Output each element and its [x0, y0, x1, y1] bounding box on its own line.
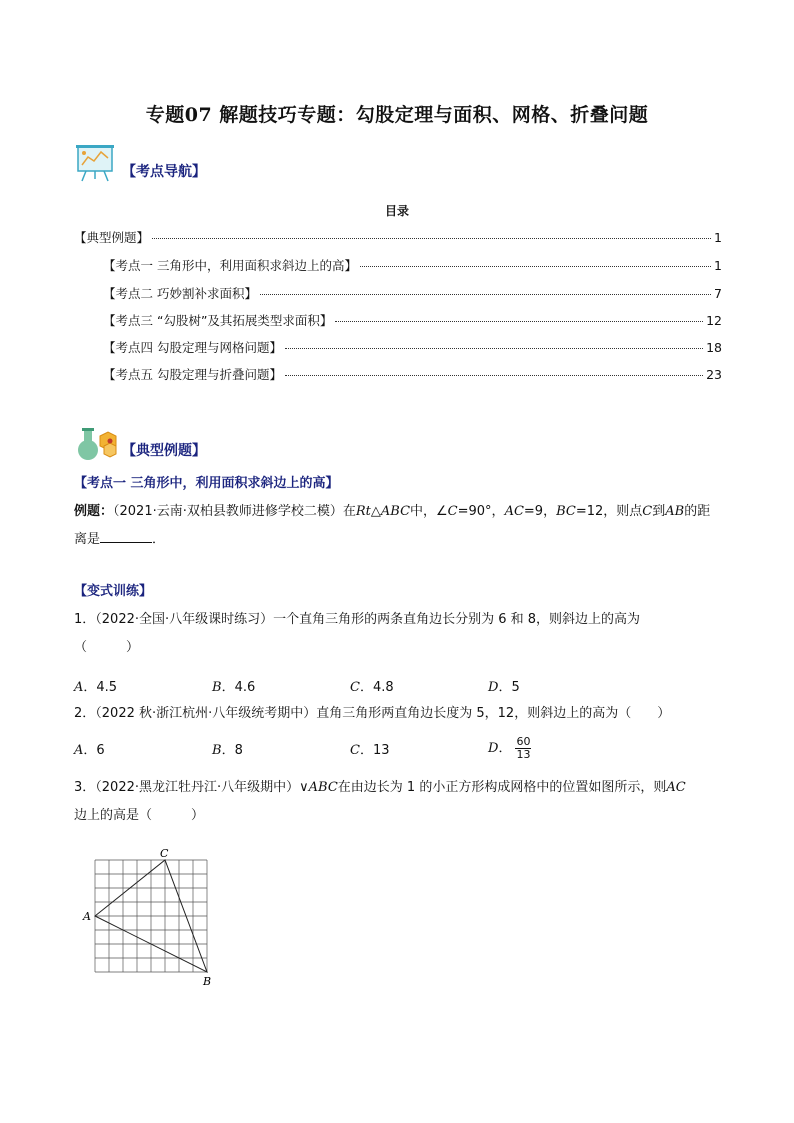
examples-section-header	[74, 422, 206, 462]
toc-page: 1	[714, 230, 722, 245]
q2-text: 2．（2022 秋·浙江杭州·八年级统考期中）直角三角形两直角边长度为 5，12，则斜边上的高为（ ）	[74, 706, 671, 721]
page-title: 专题07 解题技巧专题：勾股定理与面积、网格、折叠问题	[145, 104, 649, 126]
example-text: =9，	[523, 504, 557, 519]
example-text: =12，则点	[575, 504, 643, 519]
math-c: C	[642, 504, 653, 519]
math-ac: AC	[666, 780, 686, 795]
math-triangle: ∨ABC	[299, 780, 338, 795]
q3-line1	[74, 776, 734, 800]
fraction	[515, 736, 531, 761]
variant-heading: 【变式训练】	[74, 584, 153, 599]
toc-label: 【考点五 勾股定理与折叠问题】	[103, 367, 282, 382]
example-source: （2021·云南·双柏县教师进修学校二模）在	[113, 504, 356, 519]
option-value: ．4.6	[221, 680, 256, 695]
example-text: 中，∠	[410, 504, 448, 519]
vertex-label-c: C	[160, 848, 169, 860]
topic1-heading: 【考点一 三角形中，利用面积求斜边上的高】	[74, 476, 339, 491]
toc-page: 18	[706, 340, 722, 355]
q3-line2: 边上的高是（ ）	[74, 808, 205, 823]
toc-label: 【典型例题】	[74, 230, 150, 245]
grid-triangle-figure	[82, 848, 222, 990]
toc-row[interactable]	[103, 256, 722, 274]
toc-label: 【考点三 “勾股树”及其拓展类型求面积】	[103, 313, 333, 328]
example-text: =90°，	[457, 504, 505, 519]
example-prefix: 例题：	[74, 504, 114, 519]
example-line2	[74, 528, 165, 552]
toc-label: 【考点一 三角形中，利用面积求斜边上的高】	[103, 258, 357, 273]
toc-leader	[152, 238, 711, 239]
option-letter: C	[350, 680, 360, 695]
fraction-denominator: 13	[516, 748, 531, 761]
option-letter: A	[74, 743, 84, 758]
toc-page: 12	[706, 313, 722, 328]
toc-leader	[335, 321, 703, 322]
option-value: ．	[498, 741, 512, 756]
option-letter: C	[350, 743, 360, 758]
presentation-board-icon	[74, 143, 118, 183]
option-value: ．6	[83, 743, 105, 758]
answer-blank[interactable]	[100, 528, 152, 543]
toc-title: 目录	[384, 204, 409, 218]
vertex-label-a: A	[83, 910, 91, 923]
q3-text: 3．（2022·黑龙江牡丹江·八年级期中）	[74, 780, 300, 795]
q2-option-d[interactable]	[488, 736, 626, 761]
example-line1	[74, 500, 724, 524]
toc-leader	[360, 266, 711, 267]
nav-heading: 【考点导航】	[122, 164, 206, 180]
q1-option-c[interactable]	[350, 676, 488, 695]
q1-option-d[interactable]	[488, 676, 626, 695]
toc-leader	[285, 348, 703, 349]
toc-row[interactable]	[103, 311, 722, 329]
math-rt-abc: Rt△ABC	[355, 504, 411, 519]
q1-options	[74, 676, 626, 695]
option-letter: A	[74, 680, 84, 695]
fraction-numerator: 60	[516, 735, 531, 748]
toc-label: 【考点四 勾股定理与网格问题】	[103, 340, 282, 355]
toc-page: 1	[714, 258, 722, 273]
toc-label: 【考点二 巧妙割补求面积】	[103, 286, 257, 301]
option-letter: D	[488, 680, 499, 695]
math-ac: AC	[504, 504, 524, 519]
q3-text: 在由边长为 1 的小正方形构成网格中的位置如图所示，则	[337, 780, 667, 795]
example-text: 到	[652, 504, 666, 519]
q1-option-b[interactable]	[212, 676, 350, 695]
toc-leader	[285, 375, 703, 376]
toc-row[interactable]	[103, 338, 722, 356]
example-text: ．	[152, 532, 166, 547]
math-c: C	[447, 504, 458, 519]
nav-section-header	[74, 143, 206, 183]
q2-options	[74, 736, 626, 761]
option-value: ．4.5	[83, 680, 118, 695]
toc-page: 23	[706, 367, 722, 382]
option-letter: B	[212, 743, 222, 758]
toc-leader	[260, 294, 711, 295]
math-bc: BC	[556, 504, 576, 519]
option-value: ．8	[221, 743, 243, 758]
option-letter: D	[488, 741, 499, 756]
q2-option-c[interactable]	[350, 739, 488, 758]
example-text: 的距	[684, 504, 711, 519]
q2-option-b[interactable]	[212, 739, 350, 758]
toc-row[interactable]	[103, 365, 722, 383]
option-letter: B	[212, 680, 222, 695]
example-text: 离是	[74, 532, 101, 547]
math-ab: AB	[665, 504, 685, 519]
option-value: ．5	[498, 680, 520, 695]
toc-page: 7	[714, 286, 722, 301]
grid-lines	[95, 860, 207, 972]
option-value: ．4.8	[359, 680, 394, 695]
vertex-label-b: B	[203, 975, 212, 988]
toc-row[interactable]	[74, 228, 722, 246]
q1-text: 1．（2022·全国·八年级课时练习）一个直角三角形的两条直角边长分别为 6 和 8，则斜边上的高为	[74, 612, 641, 627]
flask-icon	[74, 422, 118, 462]
option-value: ．13	[359, 743, 390, 758]
q2-option-a[interactable]	[74, 739, 212, 758]
toc-row[interactable]	[103, 284, 722, 302]
q1-option-a[interactable]	[74, 676, 212, 695]
examples-heading: 【典型例题】	[122, 443, 206, 459]
q1-paren: （ ）	[74, 640, 140, 655]
